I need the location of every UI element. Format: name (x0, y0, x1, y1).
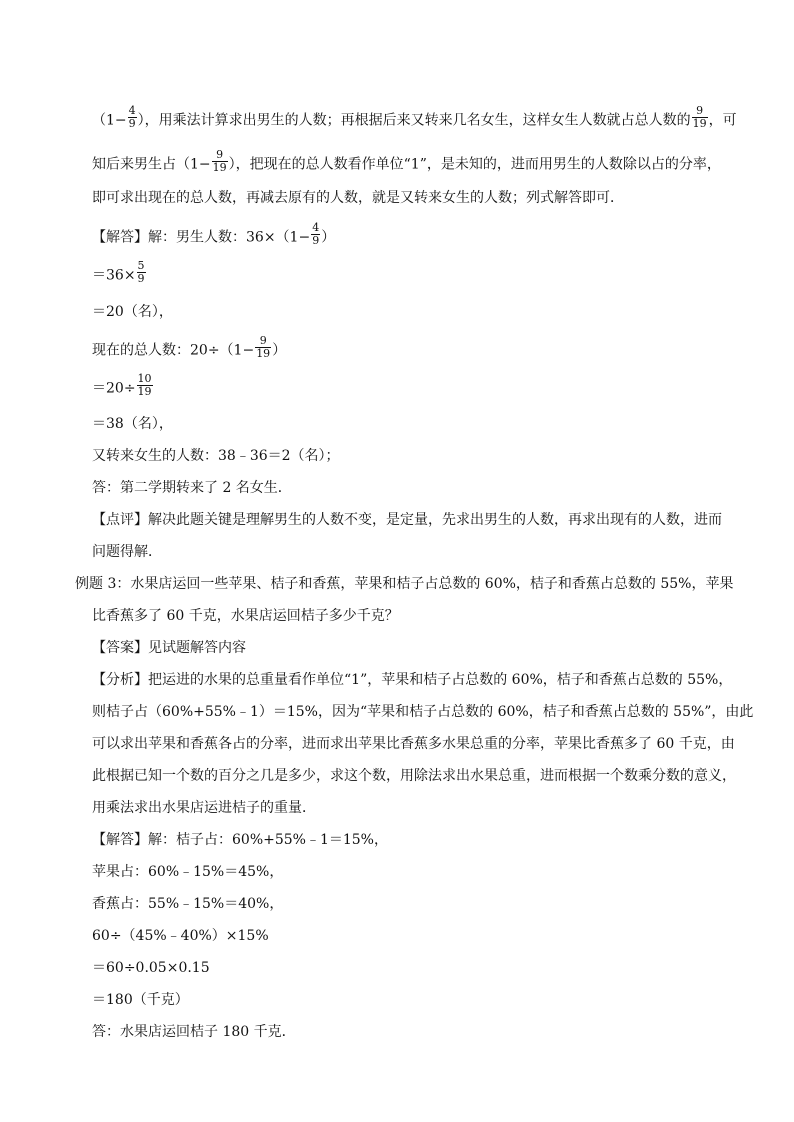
comment-line: 问题得解． (92, 544, 162, 560)
solution-step: 60÷（45%﹣40%）×15% (92, 928, 269, 944)
analysis-line: 用乘法求出水果店运进桔子的重量． (92, 800, 316, 816)
fraction-5-9: $\frac{5}{9}$ (137, 259, 145, 285)
solution-step: ＝20÷ $\frac{10}{19}$ (92, 372, 152, 398)
analysis-line-1: （1− $\frac{4}{9}$ ），用乘法计算求出男生的人数；再根据后来又转来几名女生，这样女生人数就占总人数的 $\frac{9}{19}$ ，可 (92, 104, 737, 130)
solution-step: ＝20（名）， (92, 304, 173, 320)
solution-step: ＝180（千克） (92, 992, 189, 1008)
fraction-10-19: $\frac{10}{19}$ (137, 372, 152, 398)
example-3-question: 比香蕉多了 60 千克，水果店运回桔子多少千克？ (92, 608, 399, 624)
answer-label: 【答案】见试题解答内容 (92, 640, 246, 656)
analysis-line-3: 即可求出现在的总人数，再减去原有的人数，就是又转来女生的人数；列式解答即可． (92, 190, 624, 206)
solution-line-total: 现在的总人数：20÷（1− $\frac{9}{19}$ ） (92, 334, 287, 360)
analysis-line-2: 知后来男生占（1− $\frac{9}{19}$ ），把现在的总人数看作单位“1”，是未知的，进而用男生的人数除以占的分率， (92, 148, 721, 174)
solution-step: 【解答】解：桔子占：60%+55%﹣1＝15%， (92, 832, 388, 848)
fraction-4-9: $\frac{4}{9}$ (128, 104, 136, 130)
solution-step: ＝60÷0.05×0.15 (92, 960, 210, 976)
solution-step: 香蕉占：55%﹣15%＝40%， (92, 896, 284, 912)
answer-line: 答：水果店运回桔子 180 千克． (92, 1024, 296, 1040)
solution-step: 又转来女生的人数：38﹣36＝2（名）； (92, 448, 340, 464)
solution-step: ＝36× $\frac{5}{9}$ (92, 259, 145, 285)
analysis-line: 此根据已知一个数的百分之几是多少，求这个数，用除法求出水果总重，进而根据一个数乘分数的意义， (92, 768, 736, 784)
fraction-9-19: $\frac{9}{19}$ (212, 148, 227, 174)
fraction-4-9: $\frac{4}{9}$ (312, 221, 320, 247)
fraction-9-19: $\frac{9}{19}$ (256, 334, 271, 360)
answer-line: 答：第二学期转来了 2 名女生． (92, 480, 292, 496)
example-3-question: 例题 3：水果店运回一些苹果、桔子和香蕉，苹果和桔子占总数的 60%，桔子和香蕉占总数的 55%，苹果 (75, 576, 734, 592)
comment-line: 【点评】解决此题关键是理解男生的人数不变，是定量，先求出男生的人数，再求出现有的人数，进而 (92, 512, 722, 528)
analysis-line: 则桔子占（60%+55%﹣1）＝15%，因为“苹果和桔子占总数的 60%，桔子和香蕉占总数的 55%”，由此 (92, 704, 754, 720)
analysis-line: 可以求出苹果和香蕉各占的分率，进而求出苹果比香蕉多水果总重的分率，苹果比香蕉多了 60 千克，由 (92, 736, 735, 752)
analysis-line: 【分析】把运进的水果的总重量看作单位“1”，苹果和桔子占总数的 60%，桔子和香蕉占总数的 55%， (92, 672, 733, 688)
solution-line-boys: 【解答】解：男生人数：36×（1− $\frac{4}{9}$ ） (92, 221, 336, 247)
fraction-9-19: $\frac{9}{19}$ (692, 104, 707, 130)
solution-step: ＝38（名）， (92, 416, 173, 432)
solution-step: 苹果占：60%﹣15%＝45%， (92, 864, 284, 880)
